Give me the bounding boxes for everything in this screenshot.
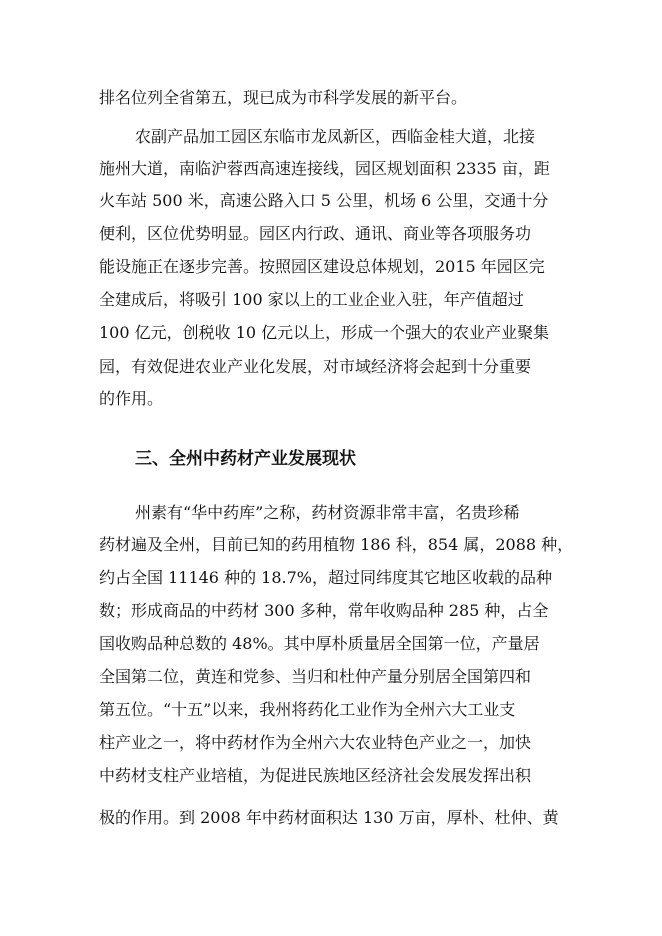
text-line: 排名位列全省第五，现已成为市科学发展的新平台。 [99,88,468,107]
text-line: 园，有效促进农业产业化发展，对市域经济将会起到十分重要 [99,357,532,376]
text-line: 的作用。 [99,389,164,408]
text-line: 农副产品加工园区东临市龙凤新区，西临金桂大道，北接 [135,127,536,146]
text-line: 极的作用。到 2008 年中药材面积达 130 万亩，厚朴、杜仲、黄 [99,808,559,827]
text-line: 第五位。“十五”以来，我州将药化工业作为全州六大工业支 [99,700,516,719]
text-line: 便利，区位优势明显。园区内行政、通讯、商业等各项服务功 [99,224,532,243]
section-heading: 三、全州中药材产业发展现状 [135,449,356,469]
text-line: 100 亿元，创税收 10 亿元以上，形成一个强大的农业产业聚集 [99,323,550,342]
text-line: 能设施正在逐步完善。按照园区建设总体规划，2015 年园区完 [99,257,545,276]
text-line: 国收购品种总数的 48%。其中厚朴质量居全国第一位，产量居 [99,634,540,653]
text-line: 火车站 500 米，高速公路入口 5 公里，机场 6 公里，交通十分 [99,191,549,210]
text-line: 数；形成商品的中药材 300 多种，常年收购品种 285 种，占全 [99,601,549,620]
text-line: 中药材支柱产业培植，为促进民族地区经济社会发展发挥出积 [99,766,532,785]
text-line: 施州大道，南临沪蓉西高速连接线，园区规划面积 2335 亩，距 [99,159,550,178]
text-line: 药材遍及全州，目前已知的药用植物 186 科，854 属，2088 种， [99,535,574,554]
text-line: 约占全国 11146 种的 18.7%，超过同纬度其它地区收载的品种 [99,568,552,587]
text-line: 全建成后，将吸引 100 家以上的工业企业入驻，年产值超过 [99,290,524,309]
text-line: 柱产业之一，将中药材作为全州六大农业特色产业之一，加快 [99,733,532,752]
text-line: 州素有“华中药库”之称，药材资源非常丰富，名贵珍稀 [135,503,520,522]
text-line: 全国第二位，黄连和党参、当归和杜仲产量分别居全国第四和 [99,667,532,686]
